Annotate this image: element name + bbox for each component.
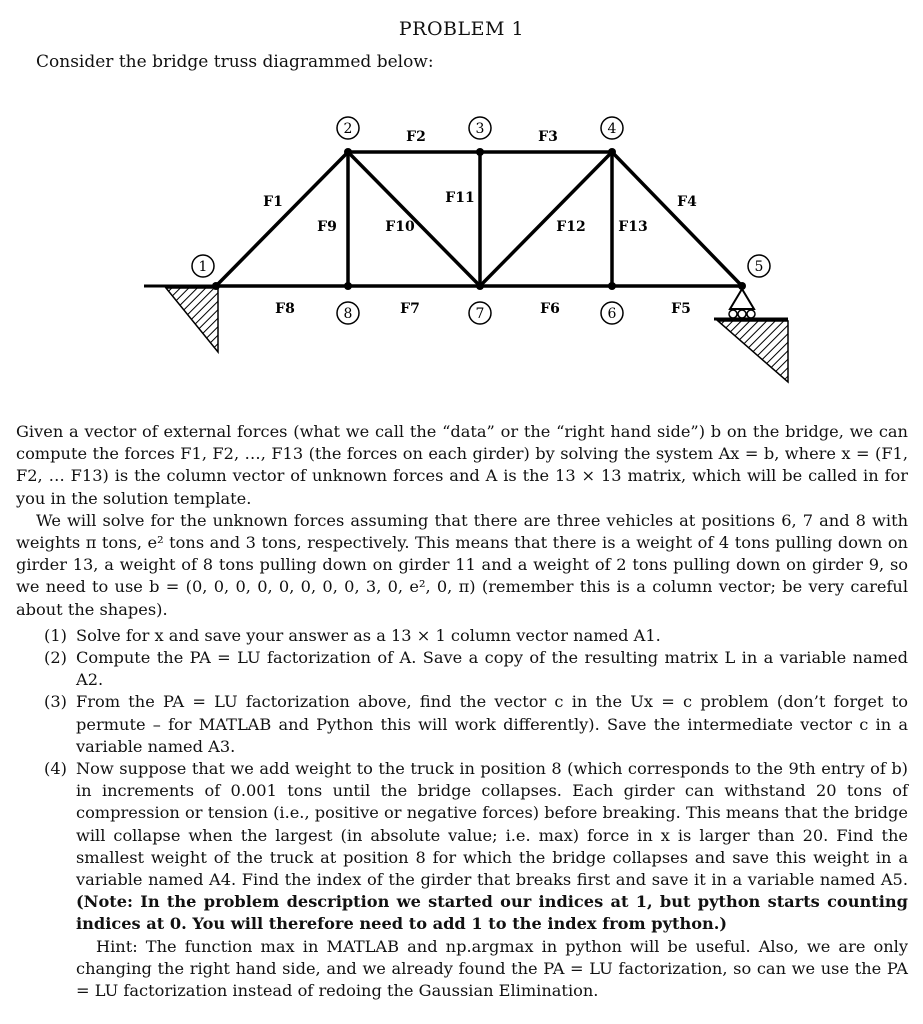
- node-5: [748, 255, 770, 277]
- label-f10: F10: [385, 219, 415, 235]
- hint-text: Hint: The function max in MATLAB and np.argmax in python will be useful. Also, we are only changing the right hand side, and we already found the PA = LU factorization, so can we use the PA = LU factorization instead of redoing the Gaussian Elimination.: [76, 936, 908, 1001]
- node-8: [337, 302, 359, 324]
- roller-support: [730, 289, 754, 309]
- node-3: [469, 117, 491, 139]
- node-7: [469, 302, 491, 324]
- problem-body: [16, 421, 908, 1002]
- task-item-1: (1) Solve for x and save your answer as a 13 × 1 column vector named A1.: [44, 625, 661, 645]
- label-f13: F13: [618, 219, 648, 235]
- task-item-2: (2) Compute the PA = LU factorization of A. Save a copy of the resulting matrix L in a variable named A2.: [44, 648, 908, 690]
- node-1: [192, 255, 214, 277]
- label-f12: F12: [556, 219, 586, 235]
- bridge-truss-diagram: [130, 100, 810, 400]
- task-list: [16, 625, 908, 1002]
- label-f7: F7: [400, 301, 420, 317]
- node-6: [601, 302, 623, 324]
- girders: [216, 152, 742, 286]
- paragraph-2: We will solve for the unknown forces assuming that there are three vehicles at positions 6, 7 and 8 with weights π tons, e² tons and 3 tons, respectively. This means that there is a weight of 4 tons pulling down on girder 13, a weight of 8 tons pulling down on girder 11 and a weight of 2 tons pulling down on girder 9, so we need to use b = (0, 0, 0, 0, 0, 0, 0, 0, 3, 0, e², 0, π) (remember this is a column vector; be very careful about the shapes).: [16, 510, 908, 619]
- node-4: [601, 117, 623, 139]
- label-f11: F11: [445, 190, 475, 206]
- svg-text:4: 4: [607, 121, 617, 137]
- python-index-note: (Note: In the problem description we started our indices at 1, but python starts counting indices at 0. You will therefore need to add 1 to the index from python.): [76, 892, 908, 934]
- svg-text:1: 1: [198, 259, 208, 275]
- intro-text: Consider the bridge truss diagrammed below:: [36, 52, 434, 72]
- label-f4: F4: [677, 194, 697, 210]
- svg-text:6: 6: [607, 306, 617, 322]
- problem-title: PROBLEM 1: [398, 18, 525, 40]
- svg-text:7: 7: [475, 306, 485, 322]
- label-f2: F2: [406, 129, 426, 145]
- task-item-3: (3) From the PA = LU factorization above, find the vector c in the Ux = c problem (don’t forget to permute – for MATLAB and Python this will work differently). Save the intermediate vector c in a variable named A3.: [44, 692, 908, 756]
- svg-text:8: 8: [343, 306, 353, 322]
- label-f9: F9: [317, 219, 337, 235]
- node-2: [337, 117, 359, 139]
- paragraph-1: Given a vector of external forces (what we call the “data” or the “right hand side”) b on the bridge, we can compute the forces F1, F2, …, F13 (the forces on each girder) by solving the system Ax = b, where x = (F1, F2, … F13) is the column vector of unknown forces and A is the 13 × 13 matrix, which will be called in for you in the solution template.: [16, 422, 908, 508]
- label-f5: F5: [671, 301, 691, 317]
- svg-text:5: 5: [754, 259, 764, 275]
- girder-f12: [480, 152, 612, 286]
- ground-hatch-right: [718, 321, 788, 382]
- label-f6: F6: [540, 301, 560, 317]
- task-item-4: (4) Now suppose that we add weight to the truck in position 8 (which corresponds to the 9th entry of b) in increments of 0.001 tons until the bridge collapses. Each girder can withstand 20 tons of compression or tension (i.e., positive or negative forces) before breaking. This means that the bridge will collapse when the largest (in absolute value; i.e. max) force in x is larger than 20. Find the smallest weight of the truck at position 8 for which the bridge collapses and save this weight in a variable named A4. Find the index of the girder that breaks first and save it in a variable named A5. (Note: In the problem description we started our indices at 1, but python starts counting indices at 0. You will therefore need to add 1 to the index from python.) Hint: The function max in MATLAB and np.argmax in python will be useful. Also, we are only changing the right hand side, and we already found the PA = LU factorization, so can we use the PA = LU factorization instead of redoing the Gaussian Elimination.: [16, 758, 908, 1002]
- svg-text:2: 2: [343, 121, 353, 137]
- label-f1: F1: [263, 194, 283, 210]
- ground-hatch-left: [166, 288, 218, 352]
- svg-text:3: 3: [475, 121, 485, 137]
- label-f3: F3: [538, 129, 558, 145]
- label-f8: F8: [275, 301, 295, 317]
